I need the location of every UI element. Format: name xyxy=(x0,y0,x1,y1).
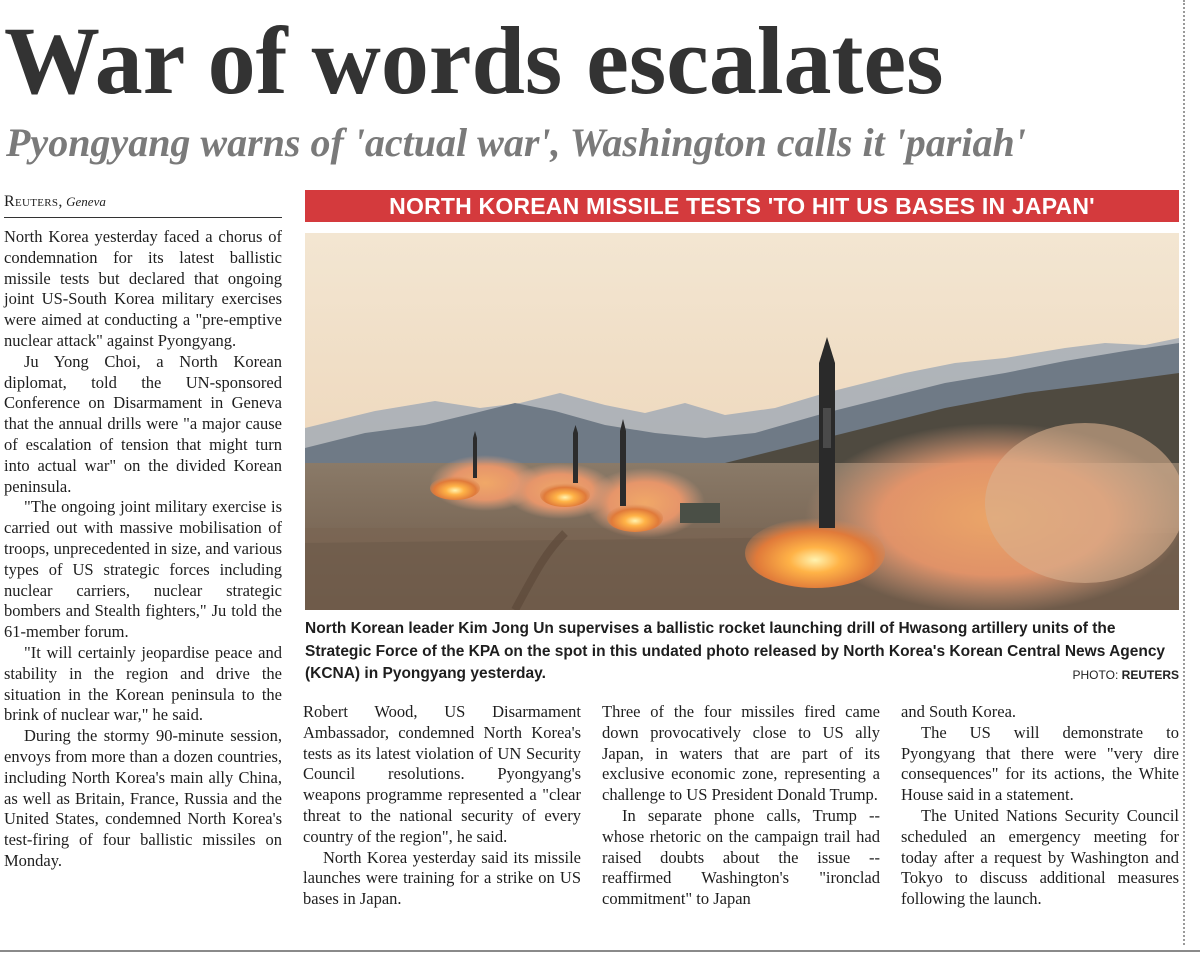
article-column-2 xyxy=(303,702,581,910)
photo-credit xyxy=(990,667,1179,683)
bottom-rule xyxy=(0,950,1200,952)
photo-banner-heading: NORTH KOREAN MISSILE TESTS 'TO HIT US BASES IN JAPAN' xyxy=(305,190,1179,222)
article-column-1 xyxy=(4,227,282,872)
paragraph: The United Nations Security Council scheduled an emergency meeting for today after a request by Washington and Tokyo to discuss additional measures following the launch. xyxy=(901,805,1179,909)
column-divider-dotted xyxy=(1183,0,1189,945)
paragraph: During the stormy 90-minute session, envoys from more than a dozen countries, including North Korea's main ally China, as well as Britain, France, Russia and the United States, condemned North Korea's test-firing of four ballistic missiles on Monday. xyxy=(4,726,282,870)
paragraph: Three of the four missiles fired came down provocatively close to US ally Japan, in waters that are part of its exclusive economic zone, representing a challenge to US President Donald Trump. xyxy=(602,702,880,805)
paragraph: and South Korea. xyxy=(901,702,1017,721)
paragraph: North Korea yesterday faced a chorus of condemnation for its latest ballistic missile tests but declared that ongoing joint US-South Korea military exercises were aimed at conducting a "pre-emptive nuclear attack" against Pyongyang. xyxy=(4,227,282,350)
article-column-4 xyxy=(901,702,1179,910)
subheadline: Pyongyang warns of 'actual war', Washington calls it 'pariah' xyxy=(6,120,1026,165)
paragraph: The US will demonstrate to Pyongyang that there were "very dire consequences" for its actions, the White House said in a statement. xyxy=(901,722,1179,805)
photo-caption: North Korean leader Kim Jong Un supervises a ballistic rocket launching drill of Hwasong artillery units of the Strategic Force of the KPA on the spot in this undated photo released by North Korea's Korean Central News Agency (KCNA) in Pyongyang yesterday. xyxy=(305,620,1166,682)
byline-agency: Reuters, xyxy=(4,193,63,210)
paragraph: North Korea yesterday said its missile launches were training for a strike on US bases in Japan. xyxy=(303,847,581,909)
paragraph: In separate phone calls, Trump -- whose rhetoric on the campaign trail had raised doubts about the issue -- reaffirmed Washington's "ironclad commitment" to Japan xyxy=(602,805,880,909)
paragraph: Ju Yong Choi, a North Korean diplomat, told the UN-sponsored Conference on Disarmament in Geneva that the annual drills were "a major cause of escalation of tension that might turn into actual war" on the divided Korean peninsula. xyxy=(4,351,282,496)
byline-location: Geneva xyxy=(66,194,106,209)
byline xyxy=(4,192,282,218)
paragraph: Robert Wood, US Disarmament Ambassador, condemned North Korea's tests as its latest violation of UN Security Council resolutions. Pyongyang's weapons programme represented a "clear threat to the national security of every country of the region", he said. xyxy=(303,702,581,846)
photo-credit-name: REUTERS xyxy=(1121,668,1179,682)
paragraph: "It will certainly jeopardise peace and stability in the region and drive the situation in the Korean peninsula to the brink of nuclear war," he said. xyxy=(4,642,282,725)
photo-credit-label: PHOTO: xyxy=(1072,668,1119,682)
headline: War of words escalates xyxy=(4,7,944,114)
paragraph: "The ongoing joint military exercise is carried out with massive mobilisation of troops, unprecedented in size, and various types of US strategic forces including nuclear carriers, nuclear strategic bombers and Stealth fighters," Ju told the 61-member forum. xyxy=(4,497,282,642)
article-column-3 xyxy=(602,702,880,910)
missile-launch-photo xyxy=(305,233,1179,610)
